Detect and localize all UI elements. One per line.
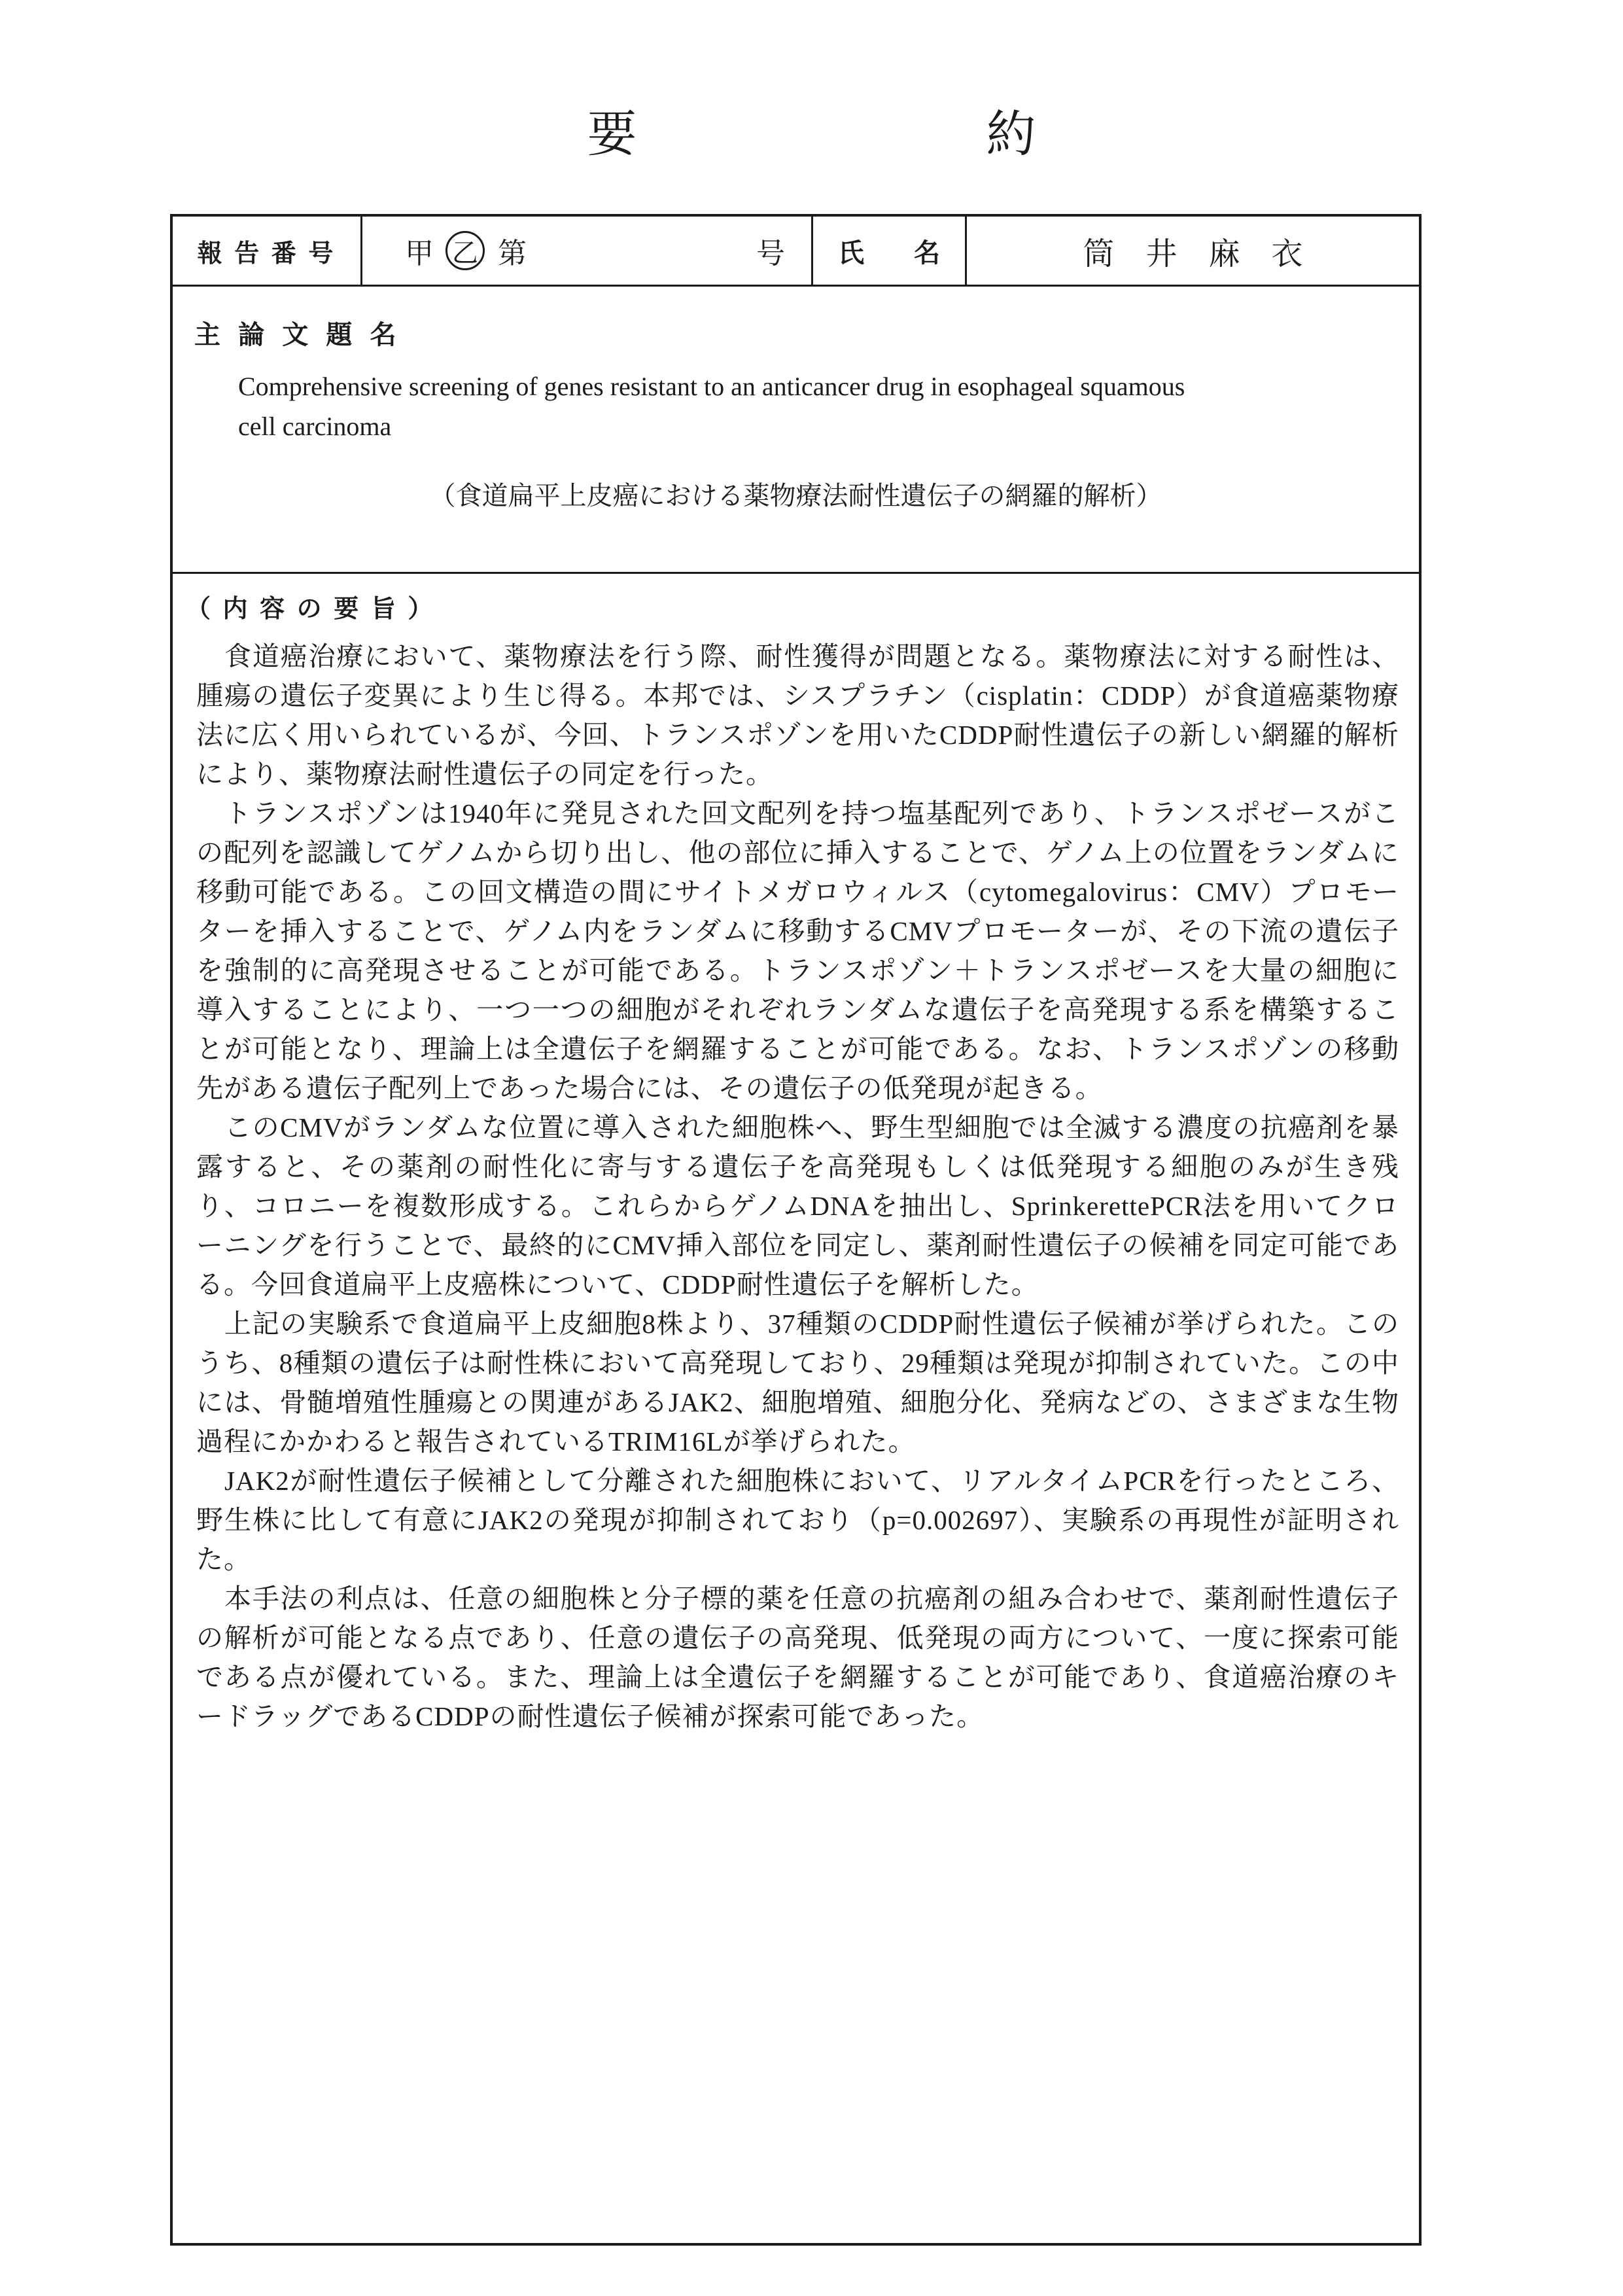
abstract-section-label: （ 内 容 の 要 旨 ）	[186, 595, 436, 623]
thesis-title-english-line2: cell carcinoma	[238, 412, 392, 441]
abstract-body	[196, 637, 1399, 1736]
abstract-paragraph: 本手法の利点は、任意の細胞株と分子標的薬を任意の抗癌剤の組み合わせで、薬剤耐性遺伝子の解析が可能となる点であり、任意の遺伝子の高発現、低発現の両方について、一度に探索可能である点が優れている。また、理論上は全遺伝子を網羅することが可能であり、食道癌治療のキードラッグであるCDDPの耐性遺伝子候補が探索可能であった。	[196, 1583, 1399, 1731]
document-title	[0, 107, 1623, 162]
abstract-paragraph: このCMVがランダムな位置に導入された細胞株へ、野生型細胞では全滅する濃度の抗癌剤を暴露すると、その薬剤の耐性化に寄与する遺伝子を高発現もしくは低発現する細胞のみが生き残り、コロニーを複数形成する。これらからゲノムDNAを抽出し、SprinkerettePCR法を用いてクローニングを行うことで、最終的にCMV挿入部位を同定し、薬剤耐性遺伝子の候補を同定可能である。今回食道扁平上皮癌株について、CDDP耐性遺伝子を解析した。	[196, 1112, 1399, 1299]
abstract-paragraph: トランスポゾンは1940年に発見された回文配列を持つ塩基配列であり、トランスポゼースがこの配列を認識してゲノムから切り出し、他の部位に挿入することで、ゲノム上の位置をランダムに移動可能である。この回文構造の間にサイトメガロウィルス（cytomegalovirus：CMV）プロモーターを挿入することで、ゲノム内をランダムに移動するCMVプロモーターが、その下流の遺伝子を強制的に高発現させることが可能である。トランスポゾン＋トランスポゼースを大量の細胞に導入することにより、一つ一つの細胞がそれぞれランダムな遺伝子を高発現する系を構築することが可能となり、理論上は全遺伝子を網羅することが可能である。なお、トランスポゾンの移動先がある遺伝子配列上であった場合には、その遺伝子の低発現が起きる。	[196, 798, 1399, 1103]
abstract-paragraph: JAK2が耐性遺伝子候補として分離された細胞株において、リアルタイムPCRを行ったところ、野生株に比して有意にJAK2の発現が抑制されており（p=0.002697）、実験系の再現性が証明された。	[196, 1466, 1399, 1574]
report-form-table	[170, 214, 1422, 2246]
abstract-paragraph: 食道癌治療において、薬物療法を行う際、耐性獲得が問題となる。薬物療法に対する耐性は、腫瘍の遺伝子変異により生じ得る。本邦では、シスプラチン（cisplatin：CDDP）が食道癌薬物療法に広く用いられているが、今回、トランスポゾンを用いたCDDP耐性遺伝子の新しい網羅的解析により、薬物療法耐性遺伝子の同定を行った。	[196, 641, 1399, 789]
kou-mark: 甲	[405, 238, 434, 270]
report-number-cell	[362, 217, 813, 285]
thesis-title-english-line1: Comprehensive screening of genes resistant to an anticancer drug in esophageal squamous	[238, 372, 1185, 401]
thesis-title-japanese: （食道扁平上皮癌における薬物療法耐性遺伝子の網羅的解析）	[429, 481, 1162, 510]
abstract-paragraph: 上記の実験系で食道扁平上皮細胞8株より、37種類のCDDP耐性遺伝子候補が挙げられた。このうち、8種類の遺伝子は耐性株において高発現しており、29種類は発現が抑制されていた。この中には、骨髄増殖性腫瘍との関連があるJAK2、細胞増殖、細胞分化、発病などの、さまざまな生物過程にかかわると報告されているTRIM16Lが挙げられた。	[196, 1309, 1399, 1457]
otsu-circled-mark: 乙	[445, 231, 485, 270]
thesis-title-section	[173, 287, 1419, 574]
header-row	[173, 217, 1419, 287]
name-label: 氏 名	[813, 217, 967, 285]
abstract-content-section	[173, 574, 1419, 2243]
dai-prefix: 第	[498, 238, 527, 270]
gou-suffix: 号	[756, 238, 785, 270]
thesis-title-english	[238, 366, 1367, 446]
document-title-char-left: 要	[587, 107, 637, 162]
report-number-label: 報 告 番 号	[173, 217, 362, 285]
name-value: 筒 井 麻 衣	[1083, 236, 1303, 272]
thesis-title-label: 主 論 文 題 名	[194, 321, 402, 349]
document-title-char-right: 約	[986, 107, 1036, 162]
